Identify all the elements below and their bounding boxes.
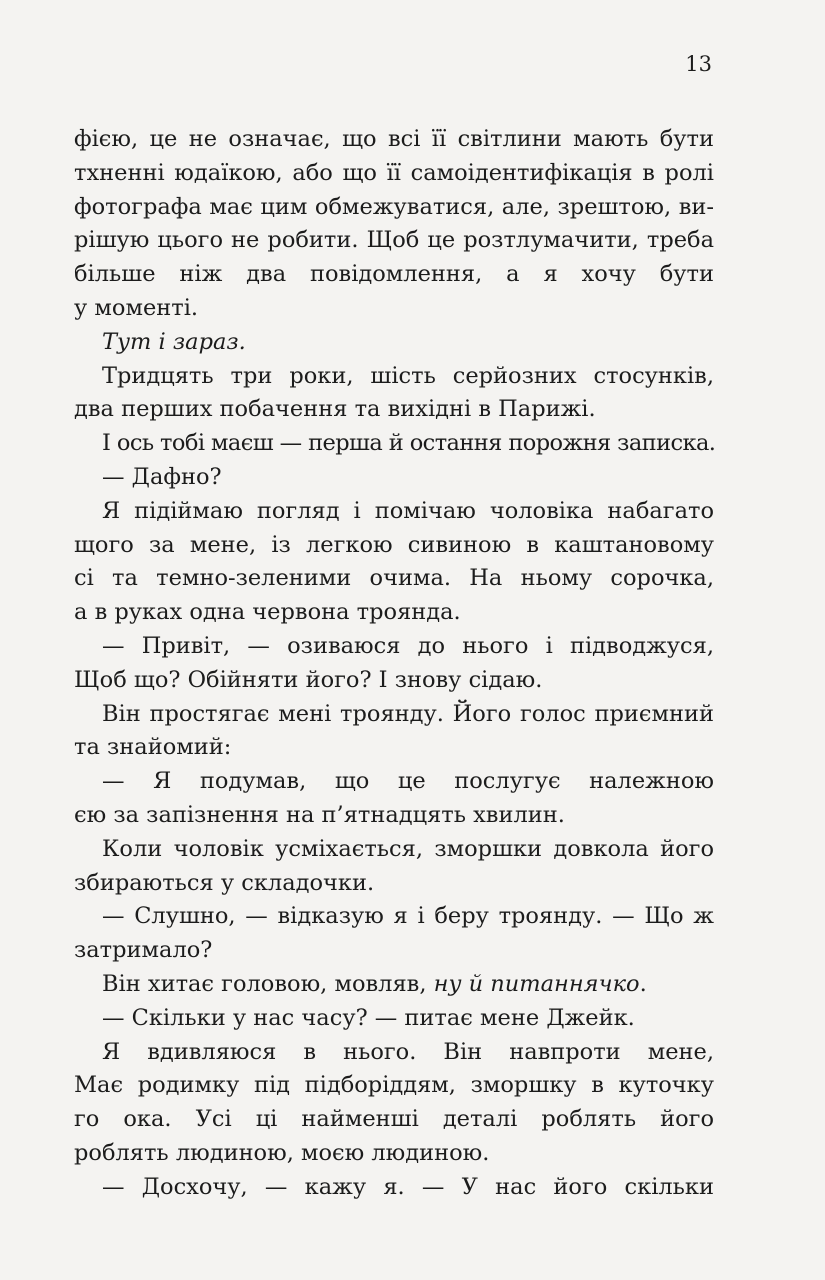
text-segment: більше ніж два повідомлення, а я хочу бути: [74, 261, 714, 288]
text-line: [74, 360, 714, 394]
text-line: [74, 292, 714, 326]
text-segment: Тридцять три роки, шість серйозних стосунків,: [102, 362, 714, 389]
text-segment: тхненні юдаїкою, або що її самоідентифікація в ролі: [74, 159, 714, 186]
text-line: [74, 900, 714, 934]
text-segment: — Скільки у нас часу? — питає мене Джейк.: [102, 1004, 635, 1031]
text-segment: у моменті.: [74, 294, 199, 321]
text-line: [74, 393, 714, 427]
text-line: [74, 596, 714, 630]
text-segment: сі та темно-зеленими очима. На ньому сорочка,: [74, 565, 714, 592]
text-segment: — Я подумав, що це послугує належною: [102, 768, 714, 795]
text-line: [74, 833, 714, 867]
text-segment: затримало?: [74, 937, 213, 964]
text-segment: — Досхочу, — кажу я. — У нас його скільки: [102, 1173, 714, 1200]
text-line: [74, 1137, 714, 1171]
text-line: [74, 495, 714, 529]
text-segment: рішую цього не робити. Щоб це розтлумачити, треба: [74, 227, 714, 254]
text-segment: Має родимку під підборіддям, зморшку в куточку: [74, 1072, 714, 1099]
text-segment: роблять людиною, моєю людиною.: [74, 1139, 490, 1166]
text-line: [74, 123, 714, 157]
text-line: [74, 1103, 714, 1137]
text-line: [74, 1002, 714, 1036]
text-line: [74, 1069, 714, 1103]
text-line: [74, 461, 714, 495]
text-line: [74, 867, 714, 901]
text-line: [74, 224, 714, 258]
text-segment: Я вдивляюся в нього. Він навпроти мене,: [102, 1038, 714, 1065]
text-line: [74, 157, 714, 191]
text-segment: — Дафно?: [102, 463, 222, 490]
text-segment: Він хитає головою, мовляв,: [102, 970, 434, 997]
text-line: [74, 562, 714, 596]
page-number: 13: [685, 52, 712, 76]
italic-text: Тут і зараз.: [102, 328, 246, 355]
text-line: [74, 326, 714, 360]
text-segment: .: [639, 970, 647, 997]
text-segment: — Слушно, — відказую я і беру троянду. — Що ж: [102, 903, 714, 930]
text-line: [74, 731, 714, 765]
text-line: [74, 765, 714, 799]
text-line: [74, 698, 714, 732]
text-segment: — Привіт, — озиваюся до нього і підводжуся,: [102, 632, 714, 659]
text-segment: фією, це не означає, що всі її світлини мають бути: [74, 126, 714, 152]
italic-text: ну й питаннячко: [433, 970, 640, 997]
text-segment: Я підіймаю погляд і помічаю чоловіка набагато: [102, 497, 714, 524]
text-segment: Коли чоловік усміхається, зморшки довкола його: [102, 835, 714, 862]
text-segment: Він простягає мені троянду. Його голос приємний: [102, 700, 714, 727]
text-line: [74, 664, 714, 698]
text-segment: та знайомий:: [74, 734, 232, 761]
text-line: [74, 968, 714, 1002]
text-segment: а в руках одна червона троянда.: [74, 599, 461, 626]
text-segment: фотографа має цим обмежуватися, але, зрештою, ви-: [74, 193, 714, 220]
text-line: [74, 934, 714, 968]
text-segment: Щоб що? Обійняти його? І знову сідаю.: [74, 666, 543, 693]
text-segment: го ока. Усі ці найменші деталі роблять його: [74, 1106, 714, 1133]
text-segment: І ось тобі маєш — перша й остання порожня записка.: [102, 430, 716, 457]
body-text: [74, 123, 714, 1205]
text-line: [74, 1171, 714, 1205]
text-line: [74, 191, 714, 225]
text-line: [74, 529, 714, 563]
text-segment: збираються у складочки.: [74, 869, 375, 896]
text-line: [74, 630, 714, 664]
text-line: [74, 799, 714, 833]
text-line: [74, 1036, 714, 1070]
text-segment: два перших побачення та вихідні в Парижі.: [74, 396, 596, 423]
text-line: [74, 427, 714, 461]
text-segment: щого за мене, із легкою сивиною в каштановому: [74, 531, 714, 558]
text-line: [74, 258, 714, 292]
text-segment: єю за запізнення на п’ятнадцять хвилин.: [74, 801, 565, 828]
